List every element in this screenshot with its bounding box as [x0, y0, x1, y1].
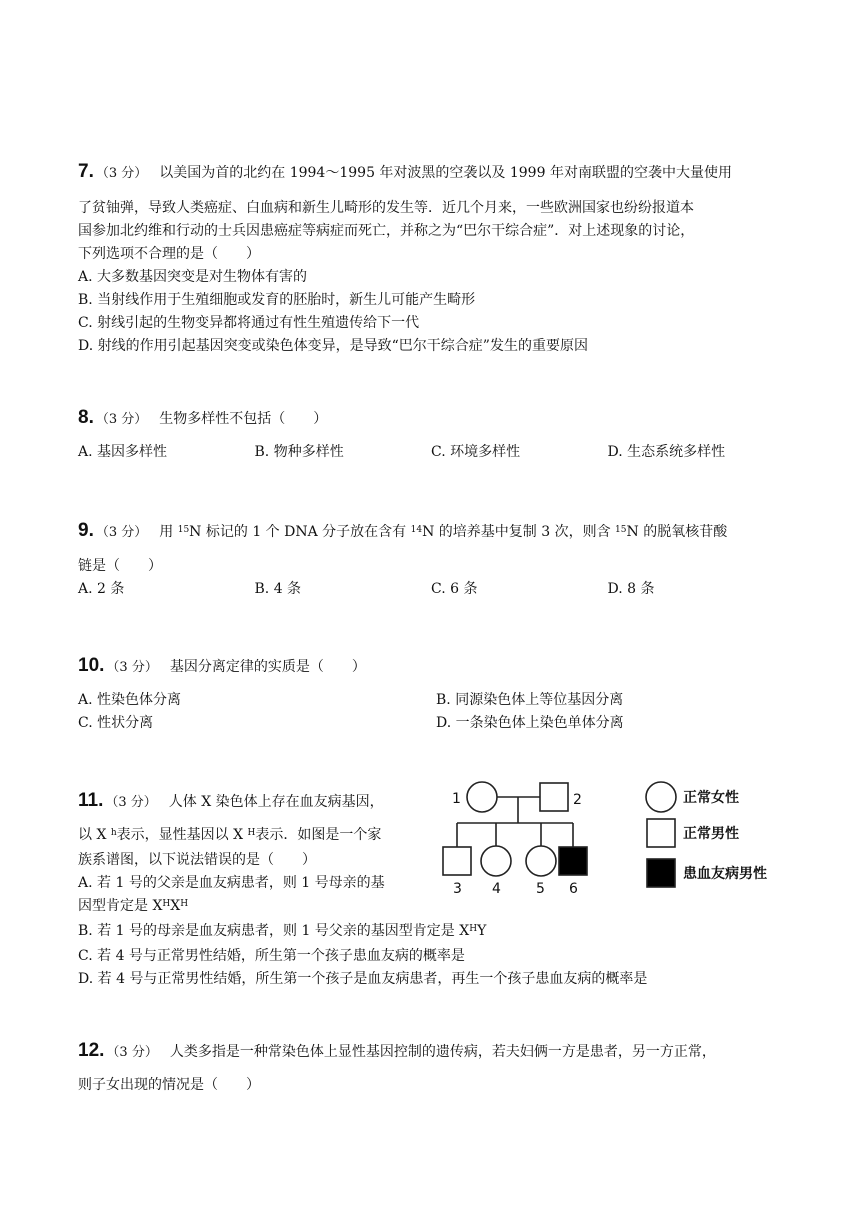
- label-1: 1: [452, 791, 461, 807]
- legend-male-icon: [647, 819, 675, 847]
- option-b: B. 物种多样性: [254, 444, 344, 460]
- question-stem: 人体 X 染色体上存在血友病基因，: [168, 794, 384, 810]
- options-row: [78, 441, 784, 464]
- option-d: D. 8 条: [607, 581, 655, 597]
- question-number: 12.: [78, 1040, 105, 1061]
- label-3: 3: [453, 881, 462, 897]
- label-5: 5: [536, 881, 545, 897]
- option-a: A. 若 1 号的父亲是血友病患者，则 1 号母亲的基: [78, 875, 385, 891]
- question-number: 10.: [78, 655, 105, 676]
- question-number: 8.: [78, 407, 94, 428]
- question-score: （3 分）: [95, 525, 148, 540]
- question-number: 11.: [78, 790, 104, 811]
- label-4: 4: [492, 881, 501, 897]
- stem-line: 国参加北约维和行动的士兵因患癌症等病症而死亡，并称之为“巴尔干综合症”．对上述现象的讨论，: [78, 223, 695, 239]
- options-row: [78, 578, 784, 601]
- question-7: [78, 160, 784, 358]
- female-4: [481, 846, 511, 876]
- option-a: A. 性染色体分离: [78, 692, 182, 708]
- option-d: D. 射线的作用引起基因突变或染色体变异，是导致“巴尔干综合症”发生的重要原因: [78, 338, 588, 354]
- question-stem: 基因分离定律的实质是（ ）: [169, 659, 366, 675]
- stem-line: 链是（ ）: [78, 558, 162, 574]
- option-d: D. 一条染色体上染色单体分离: [436, 715, 624, 731]
- legend-affected-male-icon: [647, 859, 675, 887]
- question-stem: 人类多指是一种常染色体上显性基因控制的遗传病，若夫妇俩一方是患者，另一方正常，: [169, 1044, 716, 1060]
- option-b: B. 4 条: [254, 581, 302, 597]
- question-9: [78, 519, 784, 601]
- legend-male-label: 正常男性: [683, 826, 739, 842]
- question-number: 9.: [78, 520, 94, 541]
- pedigree-diagram: [440, 773, 785, 898]
- option-a: A. 基因多样性: [78, 444, 168, 460]
- question-8: [78, 406, 784, 464]
- male-3: [443, 847, 471, 875]
- question-12: [78, 1039, 784, 1097]
- question-score: （3 分）: [106, 1045, 158, 1060]
- option-d: D. 若 4 号与正常男性结婚，所生第一个孩子是血友病患者，再生一个孩子患血友病的概率是: [78, 971, 648, 987]
- question-score: （3 分）: [105, 795, 157, 810]
- legend-female-icon: [646, 782, 676, 812]
- question-score: （3 分）: [95, 166, 148, 181]
- option-b: B. 同源染色体上等位基因分离: [436, 692, 624, 708]
- option-d: D. 生态系统多样性: [607, 444, 726, 460]
- option-c: C. 射线引起的生物变异都将通过有性生殖遗传给下一代: [78, 315, 420, 331]
- affected-male-6: [559, 847, 587, 875]
- stem-line: 了贫铀弹，导致人类癌症、白血病和新生儿畸形的发生等．近几个月来，一些欧洲国家也纷纷报道本: [78, 200, 694, 216]
- label-2: 2: [573, 792, 582, 808]
- option-c: C. 若 4 号与正常男性结婚，所生第一个孩子患血友病的概率是: [78, 948, 465, 964]
- question-stem: 以美国为首的北约在 1994～1995 年对波黑的空袭以及 1999 年对南联盟的空袭中大量使用: [159, 165, 732, 181]
- stem-line: 下列选项不合理的是（ ）: [78, 246, 260, 262]
- stem-line: 族系谱图，以下说法错误的是（ ）: [78, 852, 316, 868]
- option-b: B. 若 1 号的母亲是血友病患者，则 1 号父亲的基因型肯定是 $X^HY$: [78, 923, 487, 939]
- question-score: （3 分）: [95, 412, 148, 427]
- option-a: A. 大多数基因突变是对生物体有害的: [78, 269, 308, 285]
- question-stem: 用 $^{15}$N 标记的 1 个 DNA 分子放在含有 $^{14}$N 的培养基中复制 3 次，则含 $^{15}$N 的脱氧核苷酸: [159, 524, 728, 540]
- female-1: [467, 782, 497, 812]
- option-c: C. 环境多样性: [431, 444, 521, 460]
- question-stem: 生物多样性不包括（ ）: [159, 411, 328, 427]
- options-grid: [78, 689, 784, 735]
- stem-line: 则子女出现的情况是（ ）: [78, 1077, 260, 1093]
- male-2: [540, 783, 568, 811]
- stem-line: 以 X $^h$表示，显性基因以 X $^H$表示．如图是一个家: [78, 827, 382, 843]
- option-a: A. 2 条: [78, 581, 125, 597]
- option-b: B. 当射线作用于生殖细胞或发育的胚胎时，新生儿可能产生畸形: [78, 292, 476, 308]
- option-c: C. 6 条: [431, 581, 478, 597]
- question-number: 7.: [78, 161, 94, 182]
- question-10: [78, 654, 784, 735]
- question-score: （3 分）: [106, 660, 158, 675]
- option-a-cont: 因型肯定是 $X^HX^H$: [78, 898, 189, 914]
- option-c: C. 性状分离: [78, 715, 154, 731]
- legend-affected-label: 患血友病男性: [683, 866, 767, 882]
- label-6: 6: [569, 881, 578, 897]
- legend-female-label: 正常女性: [683, 790, 739, 806]
- female-5: [526, 846, 556, 876]
